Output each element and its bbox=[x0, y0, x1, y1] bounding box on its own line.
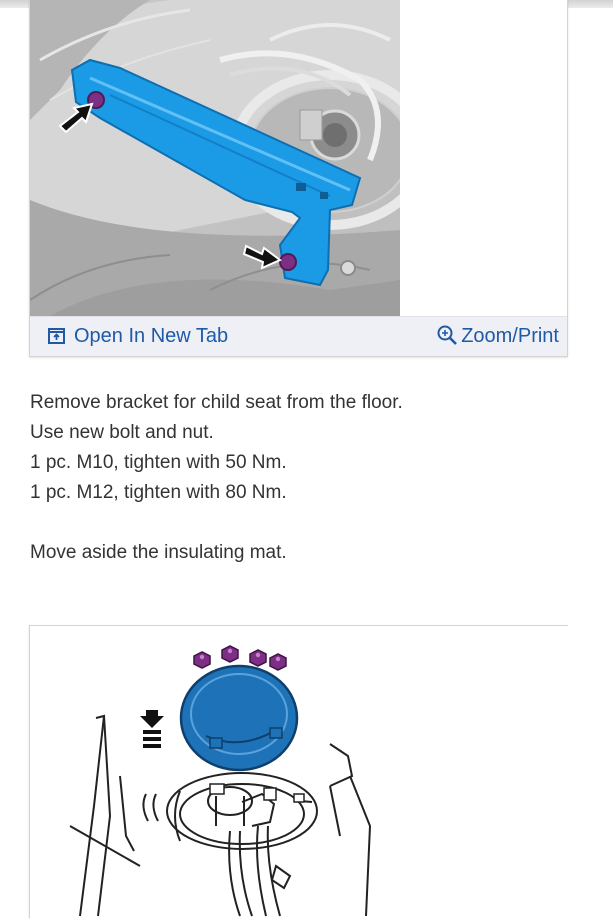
zoom-in-icon bbox=[436, 325, 458, 347]
zoom-print-button[interactable] bbox=[436, 323, 559, 349]
nut-m12 bbox=[280, 254, 296, 270]
instruction-line: 1 pc. M12, tighten with 80 Nm. bbox=[30, 482, 287, 503]
bracket-removal-photo[interactable] bbox=[30, 0, 400, 316]
fuel-pump-cover-drawing[interactable] bbox=[30, 626, 569, 919]
figure-card-bracket bbox=[29, 0, 568, 357]
figure-card-insulating-mat bbox=[29, 625, 568, 918]
open-in-new-tab-button[interactable] bbox=[46, 323, 228, 349]
open-in-new-tab-label: Open In New Tab bbox=[74, 324, 229, 347]
zoom-print-label: Zoom/Print bbox=[461, 324, 559, 347]
figure-toolbar bbox=[30, 316, 567, 356]
instruction-line: Move aside the insulating mat. bbox=[30, 542, 287, 563]
instruction-text bbox=[30, 388, 590, 568]
open-in-new-tab-icon bbox=[46, 325, 68, 347]
instruction-line: Use new bolt and nut. bbox=[30, 422, 214, 443]
instruction-line: 1 pc. M10, tighten with 50 Nm. bbox=[30, 452, 287, 473]
instruction-line: Remove bracket for child seat from the floor. bbox=[30, 392, 403, 413]
